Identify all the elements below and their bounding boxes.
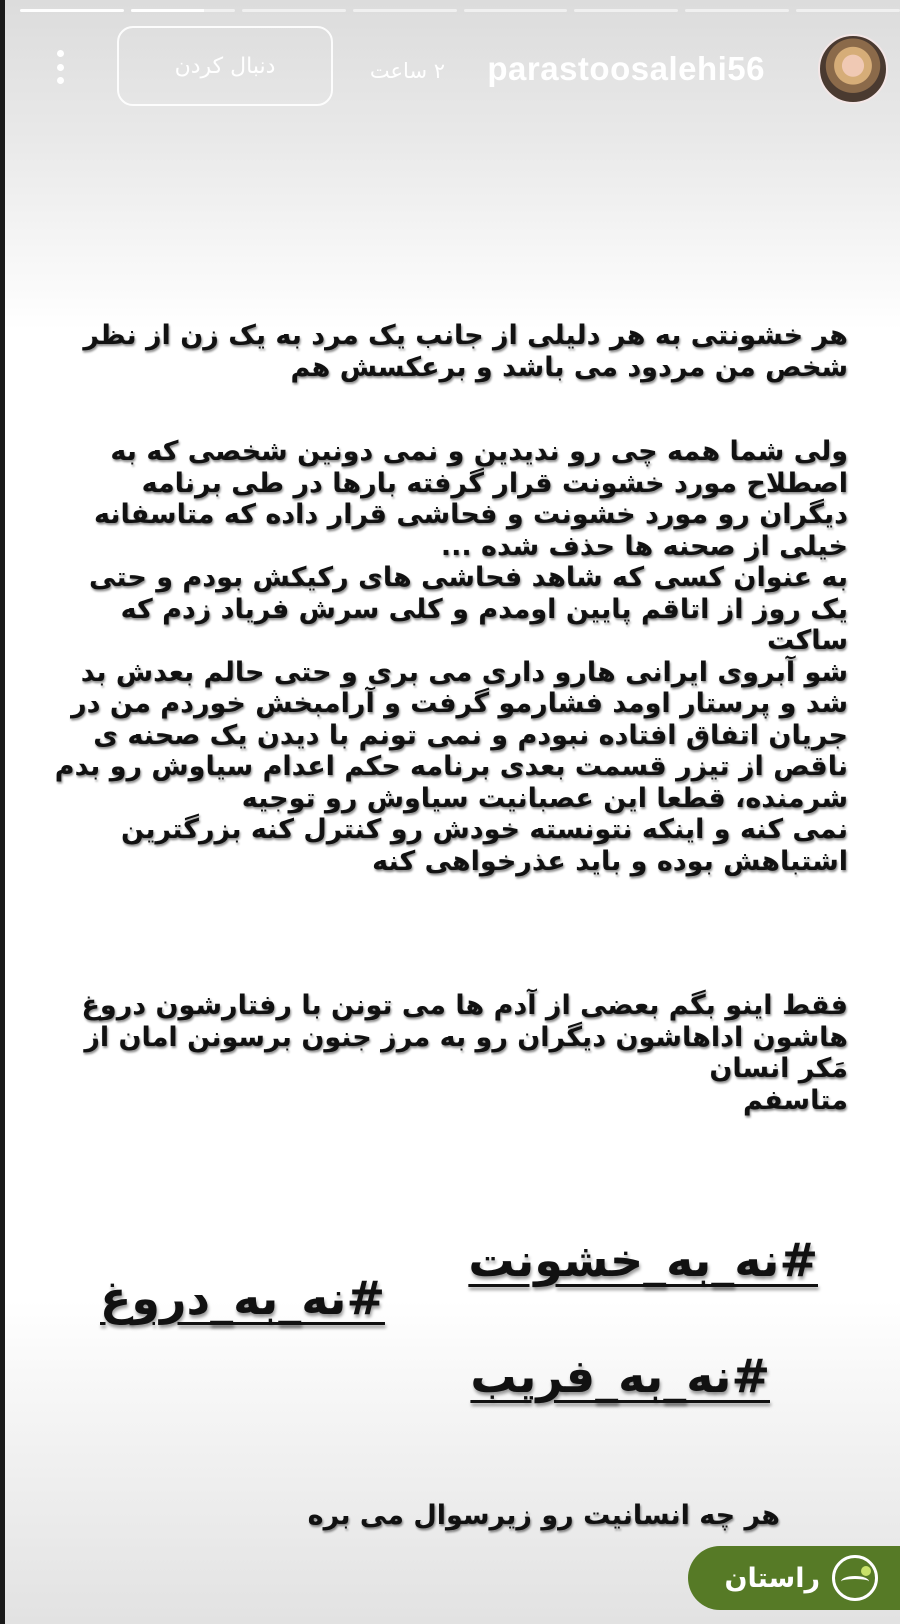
follow-button[interactable]: دنبال کردن xyxy=(117,26,333,106)
text-line: یک روز از اتاقم پایین اومدم و کلی سرش فریاد زدم که ساکت xyxy=(120,593,848,656)
text-line: اشتباهش بوده و باید عذرخواهی کنه xyxy=(372,845,848,877)
hashtag-no-to-violence[interactable]: #نه_به_خشونت xyxy=(468,1233,818,1287)
hashtag-no-to-deception[interactable]: #نه_به_فریب xyxy=(470,1349,770,1403)
progress-segment-8 xyxy=(796,9,900,12)
time-ago: ۲ ساعت xyxy=(369,59,445,83)
text-line: شخص من مردود می باشد و برعکسش هم xyxy=(290,351,848,383)
progress-segment-7 xyxy=(685,9,789,12)
rastan-logo-icon xyxy=(832,1555,878,1601)
screen-edge xyxy=(0,0,5,1624)
text-line: اصطلاح مورد خشونت قرار گرفته بارها در طی برنامه xyxy=(141,467,848,499)
text-line: شد و پرستار اومد فشارمو گرفت و آرامبخش خوردم من در xyxy=(71,688,848,719)
hashtag-no-to-lies[interactable]: #نه_به_دروغ xyxy=(100,1271,385,1325)
text-line: به عنوان کسی که شاهد فحاشی های رکیکش بودم و حتی xyxy=(89,562,848,593)
watermark-badge xyxy=(688,1546,900,1610)
progress-segment-2 xyxy=(131,9,235,12)
text-line: نمی کنه و اینکه نتونسته خودش رو کنترل کنه بزرگترین xyxy=(121,814,848,845)
story-paragraph-3 xyxy=(50,990,848,1116)
bottom-text: هر چه انسانیت رو زیرسوال می بره xyxy=(307,1500,780,1531)
text-line: شو آبروی ایرانی هارو داری می بری و حتی حالم بعدش بد xyxy=(80,656,848,688)
story-header xyxy=(0,26,900,110)
text-line: مَکر انسان xyxy=(709,1053,848,1084)
progress-segment-6 xyxy=(574,9,678,12)
story-progress-bar xyxy=(20,9,900,13)
watermark-brand: راستان xyxy=(724,1562,820,1594)
text-line: خیلی از صحنه ها حذف شده ... xyxy=(440,530,848,562)
more-options-icon[interactable] xyxy=(54,50,66,84)
text-line: شرمنده، قطعا این عصبانیت سیاوش رو توجیه xyxy=(241,782,848,814)
avatar[interactable] xyxy=(818,34,888,104)
progress-segment-5 xyxy=(464,9,568,12)
text-line: فقط اینو بگم بعضی از آدم ها می تونن با رفتارشون دروغ xyxy=(81,990,848,1021)
progress-segment-3 xyxy=(242,9,346,12)
username[interactable]: parastoosalehi56 xyxy=(487,50,765,87)
story-paragraph-2 xyxy=(50,436,848,877)
progress-segment-1 xyxy=(20,9,124,12)
text-line: هر خشونتی به هر دلیلی از جانب یک مرد به یک زن از نظر xyxy=(83,320,848,351)
text-line: ناقص از تیزر قسمت بعدی برنامه حکم اعدام سیاوش رو بدم xyxy=(54,751,848,782)
story-paragraph-1 xyxy=(50,320,848,383)
text-line: دیگران رو مورد خشونت و فحاشی قرار داده که متاسفانه xyxy=(93,499,848,530)
text-line: متاسفم xyxy=(742,1084,848,1116)
text-line: جریان اتفاق افتاده نبودم و نمی تونم با دیدن یک صحنه ی xyxy=(93,719,848,751)
progress-segment-4 xyxy=(353,9,457,12)
text-line: هاشون اداهاشون دیگران رو به مرز جنون برسونن امان از xyxy=(84,1021,848,1053)
text-line: ولی شما همه چی رو ندیدین و نمی دونین شخصی که به xyxy=(110,436,848,467)
